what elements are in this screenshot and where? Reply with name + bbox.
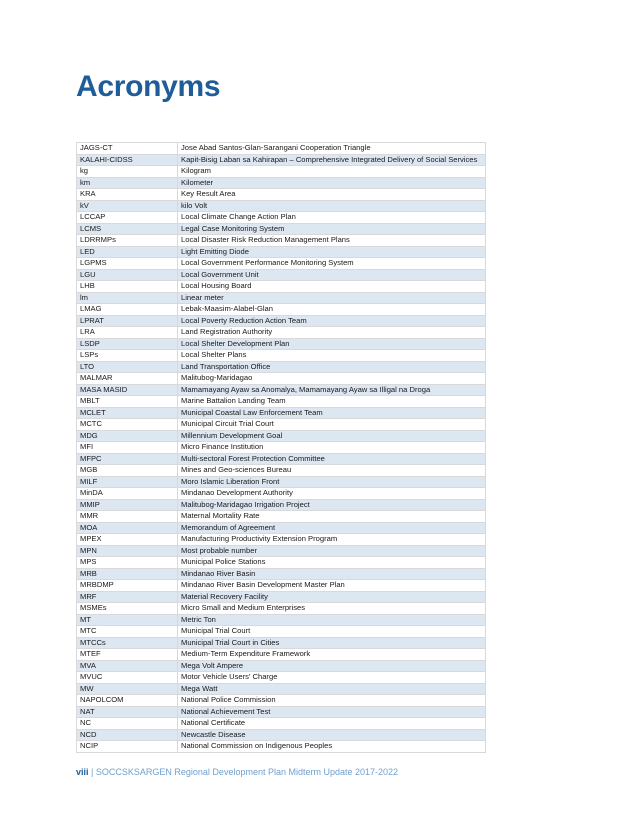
acronym-abbreviation: LTO [77,361,178,373]
acronym-meaning: Motor Vehicle Users' Charge [178,672,486,684]
acronym-meaning: Local Shelter Development Plan [178,338,486,350]
acronym-row [77,166,486,178]
acronym-abbreviation: NC [77,718,178,730]
acronym-row [77,315,486,327]
acronym-abbreviation: MCTC [77,419,178,431]
acronym-row [77,476,486,488]
acronym-meaning: Material Recovery Facility [178,591,486,603]
acronym-abbreviation: LHB [77,281,178,293]
acronym-row [77,189,486,201]
acronym-row [77,154,486,166]
acronym-row [77,350,486,362]
acronym-abbreviation: MRF [77,591,178,603]
acronym-abbreviation: NAPOLCOM [77,695,178,707]
acronym-meaning: Metric Ton [178,614,486,626]
acronym-meaning: Local Housing Board [178,281,486,293]
acronym-abbreviation: MGB [77,465,178,477]
acronym-abbreviation: MVA [77,660,178,672]
acronym-meaning: Local Poverty Reduction Action Team [178,315,486,327]
acronym-abbreviation: MPN [77,545,178,557]
acronym-abbreviation: MRBDMP [77,580,178,592]
acronym-row [77,419,486,431]
acronym-abbreviation: LRA [77,327,178,339]
acronym-meaning: Light Emitting Diode [178,246,486,258]
acronym-row [77,338,486,350]
acronym-abbreviation: kV [77,200,178,212]
acronym-row [77,361,486,373]
acronym-row [77,212,486,224]
acronym-meaning: Municipal Trial Court [178,626,486,638]
acronym-row [77,534,486,546]
acronym-row [77,672,486,684]
acronym-meaning: Linear meter [178,292,486,304]
acronym-meaning: Mega Watt [178,683,486,695]
acronym-meaning: Mines and Geo-sciences Bureau [178,465,486,477]
acronym-meaning: National Certificate [178,718,486,730]
acronym-row [77,580,486,592]
acronym-row [77,718,486,730]
page-footer [76,767,398,777]
acronym-meaning: Kilometer [178,177,486,189]
acronym-meaning: Legal Case Monitoring System [178,223,486,235]
acronym-meaning: Land Transportation Office [178,361,486,373]
acronym-abbreviation: MTEF [77,649,178,661]
acronym-abbreviation: LCMS [77,223,178,235]
acronym-row [77,373,486,385]
acronym-meaning: Newcastle Disease [178,729,486,741]
acronym-abbreviation: MPS [77,557,178,569]
acronym-meaning: Municipal Circuit Trial Court [178,419,486,431]
acronym-abbreviation: MSMEs [77,603,178,615]
acronym-meaning: Multi-sectoral Forest Protection Committee [178,453,486,465]
acronym-row [77,304,486,316]
acronym-abbreviation: NCD [77,729,178,741]
acronym-row [77,281,486,293]
acronym-abbreviation: MCLET [77,407,178,419]
acronym-row [77,741,486,753]
acronym-meaning: Maternal Mortality Rate [178,511,486,523]
acronym-meaning: Local Shelter Plans [178,350,486,362]
acronym-meaning: Local Government Unit [178,269,486,281]
acronym-row [77,488,486,500]
acronyms-table-body [77,143,486,753]
acronym-abbreviation: km [77,177,178,189]
acronym-abbreviation: MASA MASID [77,384,178,396]
acronym-abbreviation: MOA [77,522,178,534]
acronym-row [77,442,486,454]
acronym-abbreviation: MRB [77,568,178,580]
acronym-meaning: Municipal Police Stations [178,557,486,569]
acronym-meaning: Mindanao River Basin Development Master Plan [178,580,486,592]
acronym-meaning: Local Government Performance Monitoring System [178,258,486,270]
acronym-meaning: Malitubog-Maridagao Irrigation Project [178,499,486,511]
acronym-meaning: Key Result Area [178,189,486,201]
acronym-row [77,545,486,557]
acronym-row [77,453,486,465]
acronym-row [77,649,486,661]
acronym-meaning: Jose Abad Santos-Glan-Sarangani Cooperation Triangle [178,143,486,155]
acronym-abbreviation: kg [77,166,178,178]
footer-separator: | [91,767,94,777]
acronym-row [77,223,486,235]
acronym-abbreviation: LDRRMPs [77,235,178,247]
acronym-row [77,660,486,672]
acronym-row [77,706,486,718]
acronym-abbreviation: LMAG [77,304,178,316]
acronym-abbreviation: lm [77,292,178,304]
acronym-abbreviation: MW [77,683,178,695]
acronym-row [77,729,486,741]
acronym-row [77,511,486,523]
acronym-row [77,177,486,189]
acronym-abbreviation: MMR [77,511,178,523]
acronym-meaning: Millennium Development Goal [178,430,486,442]
acronym-meaning: National Achievement Test [178,706,486,718]
acronym-meaning: Micro Finance Institution [178,442,486,454]
acronym-abbreviation: MTC [77,626,178,638]
acronym-abbreviation: MT [77,614,178,626]
acronym-meaning: Local Climate Change Action Plan [178,212,486,224]
acronym-meaning: Mindanao Development Authority [178,488,486,500]
acronym-row [77,522,486,534]
acronym-meaning: Mindanao River Basin [178,568,486,580]
acronym-row [77,465,486,477]
acronym-abbreviation: LGU [77,269,178,281]
acronym-meaning: Medium-Term Expenditure Framework [178,649,486,661]
acronym-meaning: Marine Battalion Landing Team [178,396,486,408]
acronym-row [77,626,486,638]
acronym-abbreviation: MDG [77,430,178,442]
acronym-row [77,614,486,626]
acronym-row [77,603,486,615]
acronym-abbreviation: MFI [77,442,178,454]
acronym-row [77,695,486,707]
acronym-row [77,200,486,212]
acronym-meaning: Kilogram [178,166,486,178]
acronym-row [77,637,486,649]
acronym-meaning: Moro Islamic Liberation Front [178,476,486,488]
acronym-row [77,258,486,270]
acronym-abbreviation: LPRAT [77,315,178,327]
acronym-row [77,384,486,396]
acronym-abbreviation: MPEX [77,534,178,546]
acronym-meaning: Memorandum of Agreement [178,522,486,534]
acronym-row [77,683,486,695]
acronym-row [77,246,486,258]
acronym-meaning: National Police Commission [178,695,486,707]
acronym-meaning: Municipal Trial Court in Cities [178,637,486,649]
acronym-abbreviation: NAT [77,706,178,718]
acronym-meaning: Mamamayang Ayaw sa Anomalya, Mamamayang Ayaw sa Illigal na Droga [178,384,486,396]
acronym-row [77,327,486,339]
acronym-abbreviation: MILF [77,476,178,488]
acronym-abbreviation: NCIP [77,741,178,753]
acronym-row [77,235,486,247]
acronym-row [77,430,486,442]
footer-document-title: SOCCSKSARGEN Regional Development Plan Midterm Update 2017-2022 [95,767,399,777]
acronym-abbreviation: MTCCs [77,637,178,649]
acronym-meaning: Micro Small and Medium Enterprises [178,603,486,615]
acronym-row [77,499,486,511]
acronym-abbreviation: LGPMS [77,258,178,270]
footer-page-number: viii [76,767,89,777]
acronym-abbreviation: MinDA [77,488,178,500]
acronym-meaning: Malitubog-Maridagao [178,373,486,385]
acronym-row [77,591,486,603]
acronym-meaning: National Commission on Indigenous Peoples [178,741,486,753]
acronym-abbreviation: MMIP [77,499,178,511]
acronym-row [77,143,486,155]
acronym-row [77,396,486,408]
acronym-abbreviation: LCCAP [77,212,178,224]
acronym-meaning: kilo Volt [178,200,486,212]
acronym-abbreviation: JAGS-CT [77,143,178,155]
acronym-row [77,407,486,419]
page-title: Acronyms [76,70,221,103]
acronym-abbreviation: LED [77,246,178,258]
acronym-row [77,269,486,281]
acronym-abbreviation: LSPs [77,350,178,362]
acronyms-table [76,142,486,753]
acronym-meaning: Most probable number [178,545,486,557]
acronym-meaning: Land Registration Authority [178,327,486,339]
acronym-meaning: Local Disaster Risk Reduction Management Plans [178,235,486,247]
acronym-abbreviation: KRA [77,189,178,201]
acronym-row [77,292,486,304]
acronym-meaning: Municipal Coastal Law Enforcement Team [178,407,486,419]
acronym-abbreviation: MBLT [77,396,178,408]
acronym-abbreviation: MVUC [77,672,178,684]
acronym-abbreviation: MALMAR [77,373,178,385]
acronym-abbreviation: KALAHI-CIDSS [77,154,178,166]
acronym-abbreviation: MFPC [77,453,178,465]
acronym-meaning: Lebak-Maasim-Alabel-Glan [178,304,486,316]
acronym-meaning: Mega Volt Ampere [178,660,486,672]
acronym-row [77,557,486,569]
acronym-abbreviation: LSDP [77,338,178,350]
acronym-meaning: Kapit-Bisig Laban sa Kahirapan – Comprehensive Integrated Delivery of Social Services [178,154,486,166]
acronym-meaning: Manufacturing Productivity Extension Program [178,534,486,546]
acronym-row [77,568,486,580]
